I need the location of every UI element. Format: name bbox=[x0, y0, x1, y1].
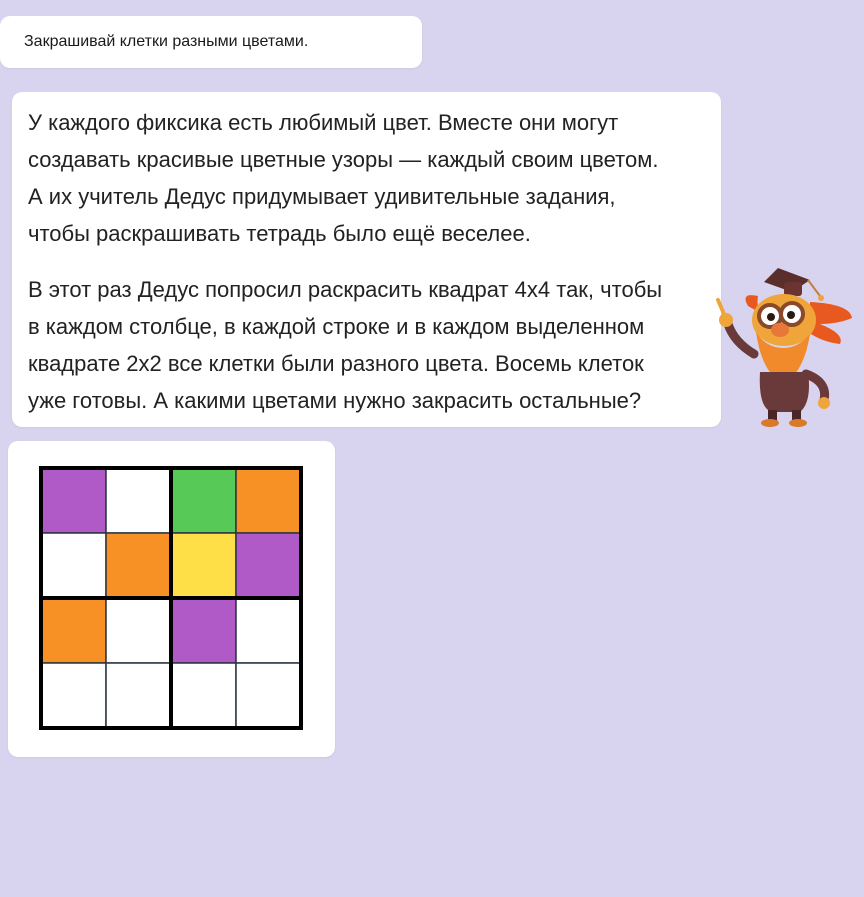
problem-card bbox=[12, 92, 721, 427]
grid-cell-r3-c1[interactable] bbox=[41, 598, 106, 663]
instruction-text: Закрашивай клетки разными цветами. bbox=[24, 33, 309, 50]
grid-cell-r1-c1[interactable] bbox=[41, 468, 106, 533]
problem-paragraph-1: У каждого фиксика есть любимый цвет. Вместе они могут создавать красивые цветные узоры — каждый своим цветом. А их учитель Дедус придумывает удивительные задания, чтобы раскрашивать тетрадь было ещё веселее. bbox=[28, 110, 659, 246]
puzzle-card bbox=[8, 441, 335, 757]
instruction-bubble bbox=[0, 16, 422, 68]
color-grid bbox=[38, 465, 314, 733]
dedus-character-icon bbox=[700, 262, 856, 428]
grid-cell-r4-c3[interactable] bbox=[171, 663, 236, 728]
problem-paragraph-2: В этот раз Дедус попросил раскрасить квадрат 4х4 так, чтобы в каждом столбце, в каждой строке и в каждом выделенном квадрате 2х2 все клетки были разного цвета. Восемь клеток уже готовы. А какими цветами нужно закрасить остальные? bbox=[28, 277, 663, 413]
grid-cell-r4-c1[interactable] bbox=[41, 663, 106, 728]
grid-cell-r4-c4[interactable] bbox=[236, 663, 301, 728]
grid-cell-r3-c2[interactable] bbox=[106, 598, 171, 663]
grid-cell-r4-c2[interactable] bbox=[106, 663, 171, 728]
grid-cell-r1-c2[interactable] bbox=[106, 468, 171, 533]
grid-cell-r2-c4[interactable] bbox=[236, 533, 301, 598]
grid-cell-r1-c4[interactable] bbox=[236, 468, 301, 533]
grid-cell-r3-c3[interactable] bbox=[171, 598, 236, 663]
grid-cell-r2-c3[interactable] bbox=[171, 533, 236, 598]
grid-cell-r2-c1[interactable] bbox=[41, 533, 106, 598]
grid-cell-r1-c3[interactable] bbox=[171, 468, 236, 533]
grid-cell-r3-c4[interactable] bbox=[236, 598, 301, 663]
grid-cell-r2-c2[interactable] bbox=[106, 533, 171, 598]
